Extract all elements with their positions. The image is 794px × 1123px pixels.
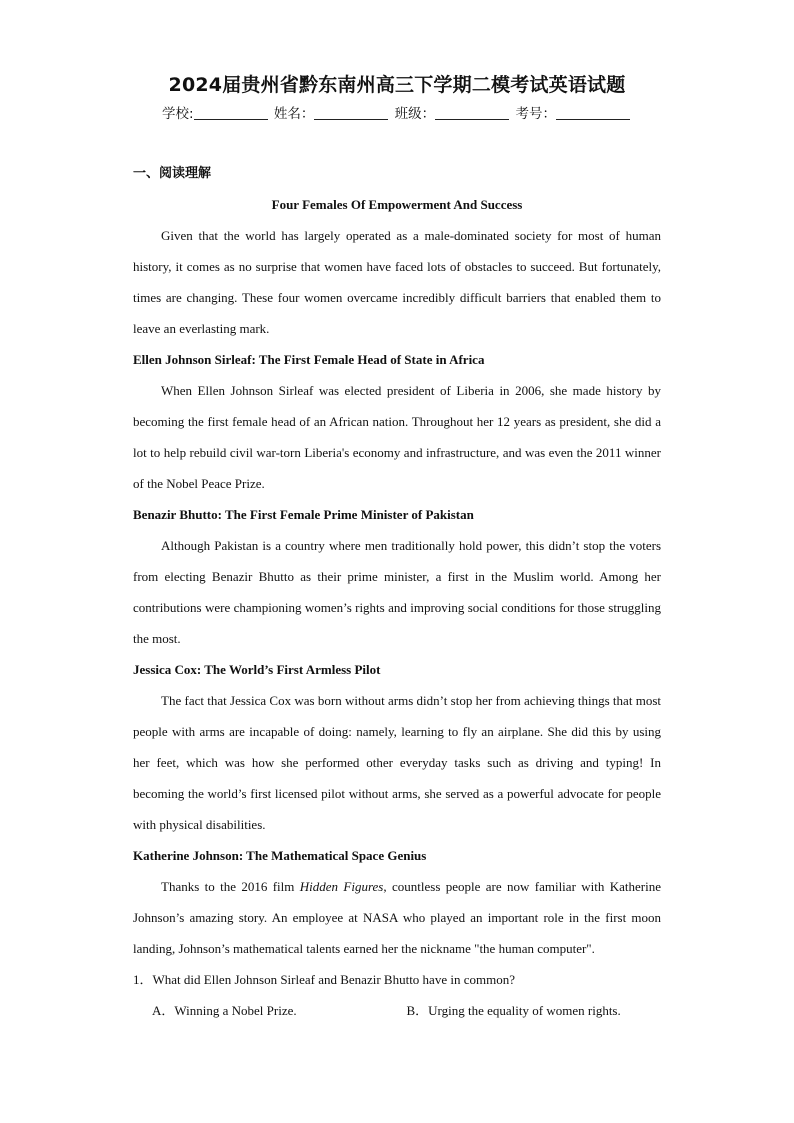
person-paragraph: The fact that Jessica Cox was born without arms didn’t stop her from achieving things that most people with arms are incapable of doing: namely, learning to fly an airplane. She did this by using her feet, which was how she performed other everyday tasks such as driving and typing! In becoming the world’s first licensed pilot without arms, she served as a powerful advocate for people with physical disabilities. [133, 693, 661, 832]
option-b[interactable]: B．Urging the equality of women rights. [406, 1003, 621, 1018]
answer-options [133, 995, 661, 1026]
intro-paragraph: Given that the world has largely operated as a male-dominated society for most of human history, it comes as no surprise that women have faced lots of obstacles to succeed. But fortunately, times are changing. These four women overcame incredibly difficult barriers that enabled them to leave an everlasting mark. [133, 228, 661, 336]
class-blank[interactable] [435, 105, 509, 120]
paragraph-text: , countless people are now familiar with Katherine Johnson’s amazing story. An employee at NASA who played an important role in the first moon landing, Johnson’s mathematical talents earned her the nickname "the human computer". [133, 879, 661, 956]
person-paragraph: When Ellen Johnson Sirleaf was elected president of Liberia in 2006, she made history by becoming the first female head of an African nation. Throughout her 12 years as president, she did a lot to help rebuild civil war-torn Liberia's economy and infrastructure, and was even the 2011 winner of the Nobel Peace Prize. [133, 383, 661, 491]
article-title: Four Females Of Empowerment And Success [271, 197, 523, 212]
name-blank[interactable] [314, 105, 388, 120]
person-heading: Jessica Cox: The World’s First Armless Pilot [133, 662, 381, 677]
film-title: Hidden Figures [299, 879, 384, 894]
question-stem: 1．What did Ellen Johnson Sirleaf and Benazir Bhutto have in common? [133, 972, 515, 987]
student-info-line [0, 102, 794, 122]
class-label: 班级： [394, 106, 436, 122]
main-content [133, 163, 661, 1026]
option-a[interactable]: A．Winning a Nobel Prize. [152, 1003, 297, 1018]
person-paragraph [133, 871, 661, 964]
name-label: 姓名： [273, 106, 315, 122]
section-heading: 一、阅读理解 [133, 166, 212, 181]
person-heading: Ellen Johnson Sirleaf: The First Female Head of State in Africa [133, 352, 485, 367]
person-heading: Benazir Bhutto: The First Female Prime Minister of Pakistan [133, 507, 474, 522]
school-label: 学校: [162, 106, 194, 122]
school-blank[interactable] [194, 105, 268, 120]
exam-number-blank[interactable] [556, 105, 630, 120]
exam-number-label: 考号： [515, 106, 556, 122]
person-heading: Katherine Johnson: The Mathematical Space Genius [133, 848, 427, 863]
paragraph-text: Thanks to the 2016 film [161, 879, 300, 894]
exam-title: 2024届贵州省黔东南州高三下学期二模考试英语试题 [168, 74, 626, 96]
person-paragraph: Although Pakistan is a country where men traditionally hold power, this didn’t stop the voters from electing Benazir Bhutto as their prime minister, a first in the Muslim world. Among her contributions were championing women’s rights and improving social conditions for those struggling the most. [133, 538, 661, 646]
